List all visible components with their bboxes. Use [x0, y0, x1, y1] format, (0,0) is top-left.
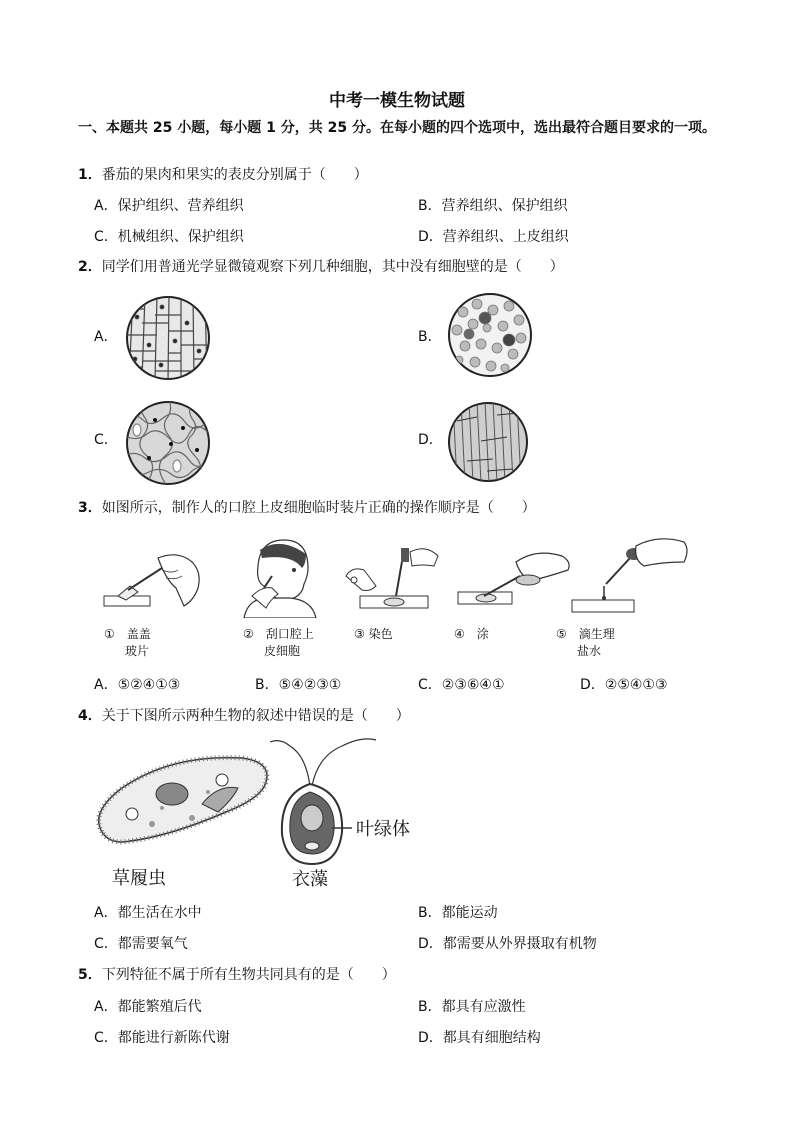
- step-4-label: [454, 626, 489, 643]
- step-5-label: [556, 626, 615, 643]
- step-label: 滴生理: [578, 627, 615, 641]
- smear-step-image: [456, 546, 574, 610]
- option-d: D．营养组织、上皮组织: [418, 229, 569, 245]
- paramecium-label: 草履虫: [112, 868, 166, 889]
- question-5: [78, 966, 396, 984]
- option-d: D．②⑤④①③: [580, 677, 668, 693]
- step-mark: ②: [243, 627, 254, 641]
- blood-cells-image: [447, 292, 533, 378]
- paramecium-image: [92, 752, 272, 862]
- step-label: 涂: [476, 627, 489, 641]
- drop-saline-step-image: [570, 536, 692, 616]
- question-number: 4．: [78, 708, 102, 724]
- option-c: C．: [94, 432, 118, 448]
- option-b: B．: [418, 329, 442, 345]
- question-text: 下列特征不属于所有生物共同具有的是（ ）: [101, 967, 396, 983]
- step-mark: ③: [354, 627, 365, 641]
- option-b: B．都能运动: [418, 905, 498, 921]
- question-number: 3．: [78, 500, 102, 516]
- step-label: 染色: [368, 627, 393, 641]
- option-b: B．⑤④②③①: [255, 677, 342, 693]
- question-text: 关于下图所示两种生物的叙述中错误的是（ ）: [101, 708, 410, 724]
- step-1-label-line2: 玻片: [125, 644, 150, 658]
- muscle-fiber-cells-image: [447, 401, 529, 483]
- option-b: B．都具有应激性: [418, 999, 526, 1015]
- step-2-label: [243, 626, 314, 643]
- option-c: C．都能进行新陈代谢: [94, 1030, 230, 1046]
- section-instructions: 一、本题共 25 小题，每小题 1 分，共 25 分。在每小题的四个选项中，选出最符合题目要求的一项。: [78, 120, 716, 136]
- option-a: A．: [94, 329, 118, 345]
- staining-step-image: [344, 546, 442, 618]
- question-number: 5．: [78, 967, 102, 983]
- question-2: [78, 258, 564, 276]
- option-d: D．都需要从外界摄取有机物: [418, 936, 597, 952]
- step-label: 刮口腔上: [265, 627, 314, 641]
- option-a: A．保护组织、营养组织: [94, 198, 244, 214]
- option-a: A．都能繁殖后代: [94, 999, 202, 1015]
- option-c: C．机械组织、保护组织: [94, 229, 244, 245]
- step-5-label-line2: 盐水: [577, 644, 602, 658]
- option-c: C．都需要氧气: [94, 936, 188, 952]
- option-d: D．都具有细胞结构: [418, 1030, 541, 1046]
- question-3: [78, 499, 536, 517]
- option-a: A．都生活在水中: [94, 905, 202, 921]
- step-2-label-line2: 皮细胞: [264, 644, 301, 658]
- question-text: 番茄的果肉和果实的表皮分别属于（ ）: [101, 167, 368, 183]
- step-mark: ⑤: [556, 627, 567, 641]
- chloroplast-label: 叶绿体: [356, 819, 410, 840]
- question-4: [78, 707, 410, 725]
- step-1-label: [104, 626, 151, 643]
- step-label: 盖盖: [126, 627, 151, 641]
- step-mark: ①: [104, 627, 115, 641]
- question-text: 如图所示，制作人的口腔上皮细胞临时装片正确的操作顺序是（ ）: [101, 500, 536, 516]
- cover-slip-step-image: [102, 548, 212, 618]
- chlamydomonas-image: [270, 736, 380, 866]
- question-number: 2．: [78, 259, 102, 275]
- scrape-cheek-step-image: [238, 536, 318, 618]
- onion-epidermis-cells-image: [125, 295, 211, 381]
- page-title: 中考一模生物试题: [329, 91, 465, 111]
- option-a: A．⑤②④①③: [94, 677, 181, 693]
- chlamydomonas-label: 衣藻: [292, 869, 328, 890]
- question-1: [78, 166, 368, 184]
- option-b: B．营养组织、保护组织: [418, 198, 568, 214]
- question-number: 1．: [78, 167, 102, 183]
- option-c: C．②③⑥④①: [418, 677, 505, 693]
- step-3-label: [354, 626, 393, 643]
- question-text: 同学们用普通光学显微镜观察下列几种细胞，其中没有细胞壁的是（ ）: [101, 259, 564, 275]
- option-d: D．: [418, 432, 443, 448]
- step-mark: ④: [454, 627, 465, 641]
- leaf-epidermis-cells-image: [125, 400, 211, 486]
